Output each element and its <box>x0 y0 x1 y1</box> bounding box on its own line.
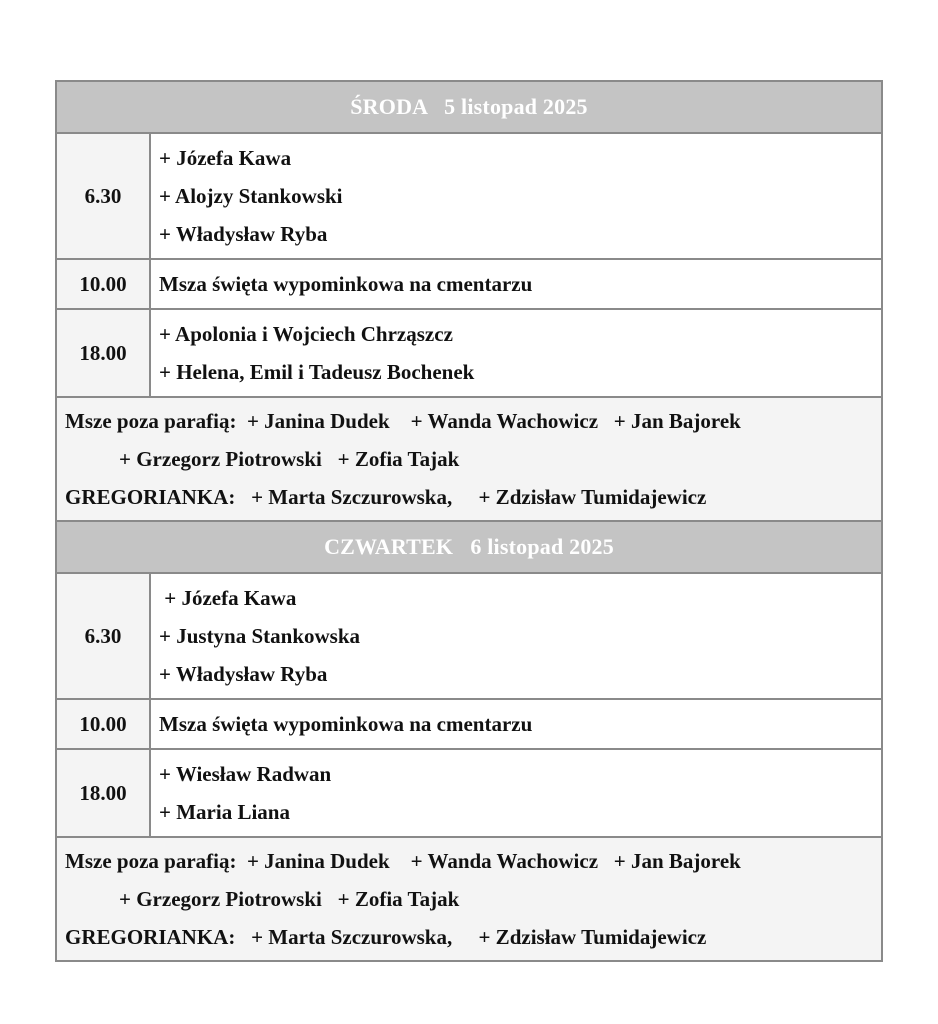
mass-intentions <box>150 259 882 309</box>
mass-intentions <box>150 699 882 749</box>
intention-line: + Apolonia i Wojciech Chrząszcz <box>159 322 453 346</box>
mass-row <box>56 699 882 749</box>
outside-parish-masses: Msze poza parafią: + Janina Dudek + Wanda Wachowicz + Jan Bajorek <box>65 849 741 873</box>
mass-intentions <box>150 573 882 699</box>
intention-line: + Helena, Emil i Tadeusz Bochenek <box>159 360 475 384</box>
day-header-text: CZWARTEK 6 listopad 2025 <box>324 534 614 559</box>
extra-info <box>56 397 882 521</box>
gregorianka-line: GREGORIANKA: + Marta Szczurowska, + Zdzisław Tumidajewicz <box>65 485 707 509</box>
mass-time: 6.30 <box>56 573 150 699</box>
day-header-text: ŚRODA 5 listopad 2025 <box>350 94 588 119</box>
day-header-row <box>56 81 882 133</box>
intention-line: + Alojzy Stankowski <box>159 184 343 208</box>
mass-time: 18.00 <box>56 749 150 837</box>
intention-line: Msza święta wypominkowa na cmentarzu <box>159 712 533 736</box>
intention-line: Msza święta wypominkowa na cmentarzu <box>159 272 533 296</box>
intention-line: + Justyna Stankowska <box>159 624 361 648</box>
gregorianka-line: GREGORIANKA: + Marta Szczurowska, + Zdzisław Tumidajewicz <box>65 925 707 949</box>
intention-line: + Wiesław Radwan <box>159 762 332 786</box>
outside-parish-masses-cont: + Grzegorz Piotrowski + Zofia Tajak <box>119 447 460 471</box>
intention-line: + Władysław Ryba <box>159 222 328 246</box>
mass-time: 10.00 <box>56 259 150 309</box>
extra-info-row <box>56 837 882 961</box>
extra-info <box>56 837 882 961</box>
mass-row <box>56 573 882 699</box>
outside-parish-masses: Msze poza parafią: + Janina Dudek + Wanda Wachowicz + Jan Bajorek <box>65 409 741 433</box>
extra-info-row <box>56 397 882 521</box>
day-header-row <box>56 521 882 573</box>
mass-intentions <box>150 309 882 397</box>
intention-line: + Józefa Kawa <box>159 586 297 610</box>
day-header <box>56 521 882 573</box>
intention-line: + Józefa Kawa <box>159 146 292 170</box>
intention-line: + Władysław Ryba <box>159 662 328 686</box>
mass-intentions <box>150 133 882 259</box>
mass-schedule-table <box>55 80 883 962</box>
day-header <box>56 81 882 133</box>
mass-row <box>56 259 882 309</box>
mass-row <box>56 309 882 397</box>
mass-time: 6.30 <box>56 133 150 259</box>
mass-row <box>56 749 882 837</box>
mass-time: 18.00 <box>56 309 150 397</box>
outside-parish-masses-cont: + Grzegorz Piotrowski + Zofia Tajak <box>119 887 460 911</box>
mass-row <box>56 133 882 259</box>
intention-line: + Maria Liana <box>159 800 290 824</box>
mass-time: 10.00 <box>56 699 150 749</box>
mass-intentions <box>150 749 882 837</box>
